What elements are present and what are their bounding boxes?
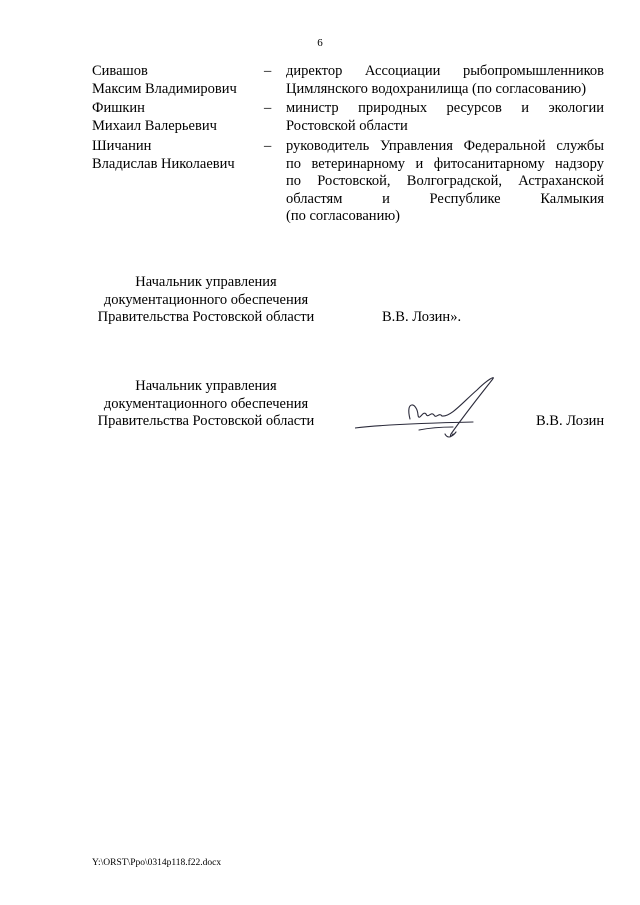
file-path-footer: Y:\ORST\Ppo\0314p118.f22.docx — [92, 858, 222, 868]
position-line: директор Ассоциации рыбопромышленников — [286, 63, 604, 79]
title-line: Начальник управления — [135, 274, 277, 290]
position-line: министр природных ресурсов и экологии — [286, 100, 604, 116]
position-line: по Ростовской, Волгоградской, Астраханской — [286, 173, 604, 189]
signatory-name: В.В. Лозин — [536, 413, 605, 429]
dash: – — [264, 63, 272, 79]
member-surname: Сивашов — [92, 63, 148, 79]
title-line: Правительства Ростовской области — [97, 309, 315, 325]
member-position — [286, 138, 604, 226]
title-line: Начальник управления — [135, 378, 277, 394]
position-line: Цимлянского водохранилища (по согласованию) — [286, 80, 587, 97]
member-position — [286, 100, 604, 135]
member-surname: Фишкин — [92, 100, 145, 116]
member-name — [92, 100, 267, 135]
title-line: Правительства Ростовской области — [97, 413, 315, 429]
title-line: документационного обеспечения — [103, 291, 309, 308]
member-given-name: Максим Владимирович — [92, 80, 237, 97]
signatory-name: В.В. Лозин». — [382, 309, 462, 325]
signatory-title — [92, 378, 320, 431]
member-given-name: Михаил Валерьевич — [92, 117, 217, 134]
dash: – — [264, 100, 272, 116]
member-name — [92, 138, 267, 173]
signatory-title — [92, 274, 320, 327]
position-line: областям и Республике Калмыкия — [286, 190, 604, 207]
page-number: 6 — [317, 37, 323, 49]
position-line: Ростовской области — [286, 117, 408, 134]
dash: – — [264, 138, 272, 154]
member-position — [286, 63, 604, 98]
position-line: (по согласованию) — [286, 208, 400, 224]
handwritten-signature — [355, 372, 505, 442]
position-line: руководитель Управления Федеральной службы — [286, 138, 604, 154]
member-surname: Шичанин — [92, 138, 152, 154]
member-given-name: Владислав Николаевич — [92, 155, 235, 172]
title-line: документационного обеспечения — [103, 395, 309, 412]
position-line: по ветеринарному и фитосанитарному надзору — [286, 155, 604, 172]
member-name — [92, 63, 267, 98]
